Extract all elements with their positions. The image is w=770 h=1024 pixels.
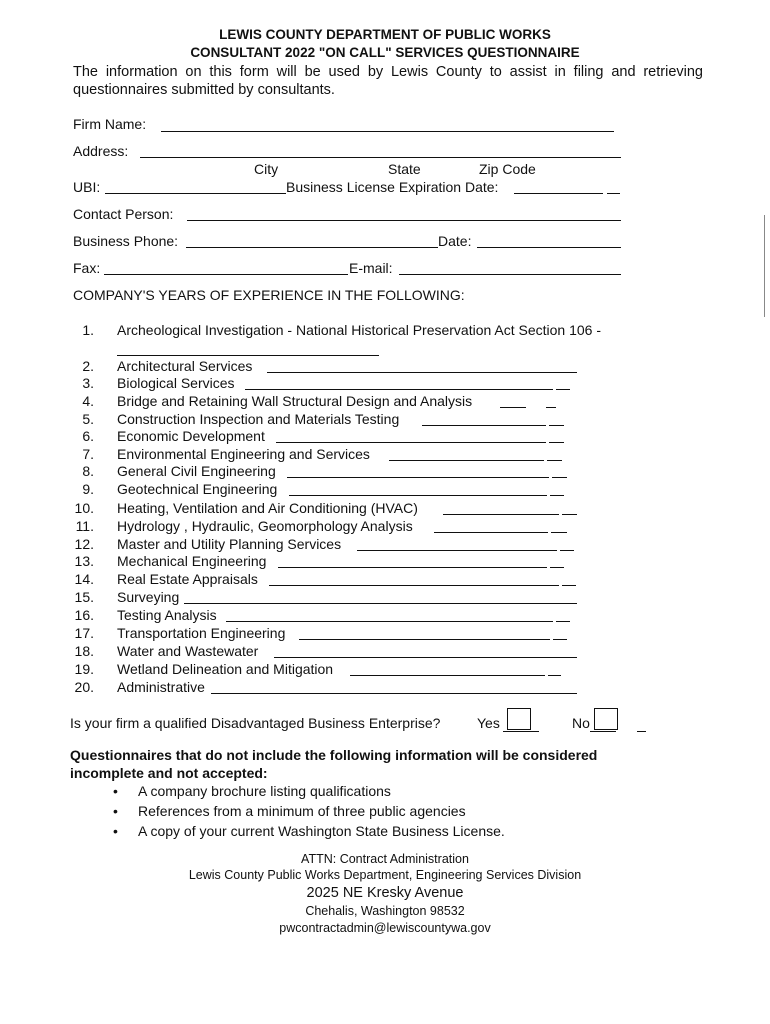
service-years-field[interactable] <box>357 550 557 551</box>
service-years-field-end <box>556 621 570 622</box>
service-years-field[interactable] <box>267 372 577 373</box>
service-number: 8. <box>82 463 94 479</box>
service-label: Water and Wastewater <box>117 643 259 659</box>
service-years-field-end <box>550 567 564 568</box>
service-label: Economic Development <box>117 428 265 444</box>
service-number: 7. <box>82 446 94 462</box>
service-label: Administrative <box>117 679 205 695</box>
service-years-field-end <box>549 425 564 426</box>
service-number: 6. <box>82 428 94 444</box>
service-years-field-end <box>546 407 556 408</box>
contact-person-field[interactable] <box>187 220 621 221</box>
service-label: Environmental Engineering and Services <box>117 446 370 462</box>
footer-city: Chehalis, Washington 98532 <box>305 904 465 918</box>
service-number: 18. <box>74 643 94 659</box>
service-number: 2. <box>82 358 94 374</box>
service-years-field-end <box>549 442 564 443</box>
service-years-field[interactable] <box>278 567 547 568</box>
service-number: 3. <box>82 375 94 391</box>
city-label: City <box>254 161 279 177</box>
service-years-field[interactable] <box>276 442 546 443</box>
requirement-item: A copy of your current Washington State Business License. <box>138 823 505 839</box>
footer-department: Lewis County Public Works Department, Engineering Services Division <box>188 868 582 882</box>
email-field[interactable] <box>399 274 621 275</box>
service-number: 9. <box>82 481 94 497</box>
service-number: 13. <box>74 553 94 569</box>
service-label: Transportation Engineering <box>117 625 286 641</box>
service-number: 5. <box>82 411 94 427</box>
business-phone-field[interactable] <box>186 247 438 248</box>
form-subtitle: CONSULTANT 2022 "ON CALL" SERVICES QUESTIONNAIRE <box>190 45 580 60</box>
service-label: General Civil Engineering <box>117 463 276 479</box>
service-label: Surveying <box>117 589 180 605</box>
bullet-marker: • <box>113 823 118 839</box>
service-years-field[interactable] <box>299 639 550 640</box>
service-years-field-end <box>550 495 564 496</box>
service-years-field[interactable] <box>350 675 545 676</box>
service-label: Mechanical Engineering <box>117 553 267 569</box>
date-field[interactable] <box>477 247 621 248</box>
service-years-field[interactable] <box>443 514 559 515</box>
service-number: 10. <box>74 500 94 516</box>
service-number: 16. <box>74 607 94 623</box>
bullet-marker: • <box>113 803 118 819</box>
service-label: Architectural Services <box>117 358 253 374</box>
service-years-field[interactable] <box>434 532 548 533</box>
service-years-field-end <box>562 514 577 515</box>
service-years-field[interactable] <box>117 355 379 356</box>
contact-person-label: Contact Person: <box>73 206 174 222</box>
service-years-field-end <box>562 585 576 586</box>
service-years-field-end <box>552 477 567 478</box>
form-title: LEWIS COUNTY DEPARTMENT OF PUBLIC WORKS <box>219 27 551 42</box>
service-years-field-end <box>551 532 567 533</box>
email-label: E-mail: <box>349 260 393 276</box>
address-label: Address: <box>73 143 129 159</box>
ubi-field[interactable] <box>105 193 286 194</box>
license-label: Business License Expiration Date: <box>286 179 499 195</box>
state-label: State <box>388 161 421 177</box>
service-years-field-end <box>553 639 567 640</box>
dbe-no-underline <box>590 731 616 732</box>
intro-text: The information on this form will be used by Lewis County to assist in filing and retrieving questionnaires submitted by consultants. <box>73 64 703 98</box>
service-label: Real Estate Appraisals <box>117 571 258 587</box>
dbe-no-checkbox[interactable] <box>594 708 618 730</box>
service-years-field-end <box>560 550 574 551</box>
service-years-field-end <box>548 675 561 676</box>
service-number: 15. <box>74 589 94 605</box>
business-phone-label: Business Phone: <box>73 233 179 249</box>
fax-label: Fax: <box>73 260 101 276</box>
license-date-field[interactable] <box>514 193 603 194</box>
service-label: Geotechnical Engineering <box>117 481 278 497</box>
footer-street: 2025 NE Kresky Avenue <box>306 885 464 901</box>
date-label: Date: <box>438 233 472 249</box>
dbe-yes-label: Yes <box>477 715 500 731</box>
service-label: Testing Analysis <box>117 607 217 623</box>
dbe-yes-checkbox[interactable] <box>507 708 531 730</box>
service-years-field[interactable] <box>500 407 526 408</box>
service-years-field[interactable] <box>211 693 577 694</box>
requirement-item: References from a minimum of three public agencies <box>138 803 466 819</box>
dbe-question: Is your firm a qualified Disadvantaged Business Enterprise? <box>70 715 441 731</box>
zip-label: Zip Code <box>479 161 536 177</box>
requirements-heading: Questionnaires that do not include the following information will be considered <box>70 747 598 763</box>
footer-email[interactable]: pwcontractadmin@lewiscountywa.gov <box>279 921 491 935</box>
service-years-field[interactable] <box>287 477 549 478</box>
service-label: Biological Services <box>117 375 235 391</box>
bullet-marker: • <box>113 783 118 799</box>
service-years-field[interactable] <box>269 585 559 586</box>
service-years-field[interactable] <box>245 389 553 390</box>
service-number: 12. <box>74 536 94 552</box>
service-label: Archeological Investigation - National Historical Preservation Act Section 106 - <box>117 322 602 338</box>
dbe-yes-underline <box>503 731 539 732</box>
service-years-field[interactable] <box>184 603 577 604</box>
license-date-field-end <box>607 193 620 194</box>
service-number: 11. <box>75 518 94 534</box>
page-edge-divider <box>764 215 765 317</box>
fax-field[interactable] <box>104 274 348 275</box>
service-years-field[interactable] <box>274 657 577 658</box>
experience-heading: COMPANY'S YEARS OF EXPERIENCE IN THE FOLLOWING: <box>73 287 465 303</box>
service-label: Heating, Ventilation and Air Conditioning (HVAC) <box>117 500 418 516</box>
service-number: 14. <box>74 571 94 587</box>
address-field[interactable] <box>140 157 621 158</box>
service-number: 1. <box>82 322 94 338</box>
service-label: Wetland Delineation and Mitigation <box>117 661 334 677</box>
service-years-field-end <box>556 389 570 390</box>
service-label: Construction Inspection and Materials Testing <box>117 411 400 427</box>
requirements-heading-cont: incomplete and not accepted: <box>70 765 268 781</box>
service-number: 19. <box>74 661 94 677</box>
service-label: Master and Utility Planning Services <box>117 536 342 552</box>
dbe-no-label: No <box>572 715 590 731</box>
firm-name-field[interactable] <box>161 131 614 132</box>
service-years-field[interactable] <box>226 621 553 622</box>
service-number: 17. <box>74 625 94 641</box>
service-years-field[interactable] <box>289 495 547 496</box>
service-label: Hydrology , Hydraulic, Geomorphology Analysis <box>117 518 413 534</box>
service-number: 20. <box>74 679 94 695</box>
service-years-field[interactable] <box>422 425 546 426</box>
service-label: Bridge and Retaining Wall Structural Design and Analysis <box>117 393 473 409</box>
requirement-item: A company brochure listing qualifications <box>138 783 391 799</box>
dbe-trailing-line <box>637 731 646 732</box>
footer-attn: ATTN: Contract Administration <box>301 852 469 866</box>
firm-name-label: Firm Name: <box>73 116 147 132</box>
service-number: 4. <box>82 393 94 409</box>
ubi-label: UBI: <box>73 179 101 195</box>
service-years-field[interactable] <box>389 460 544 461</box>
service-years-field-end <box>547 460 562 461</box>
